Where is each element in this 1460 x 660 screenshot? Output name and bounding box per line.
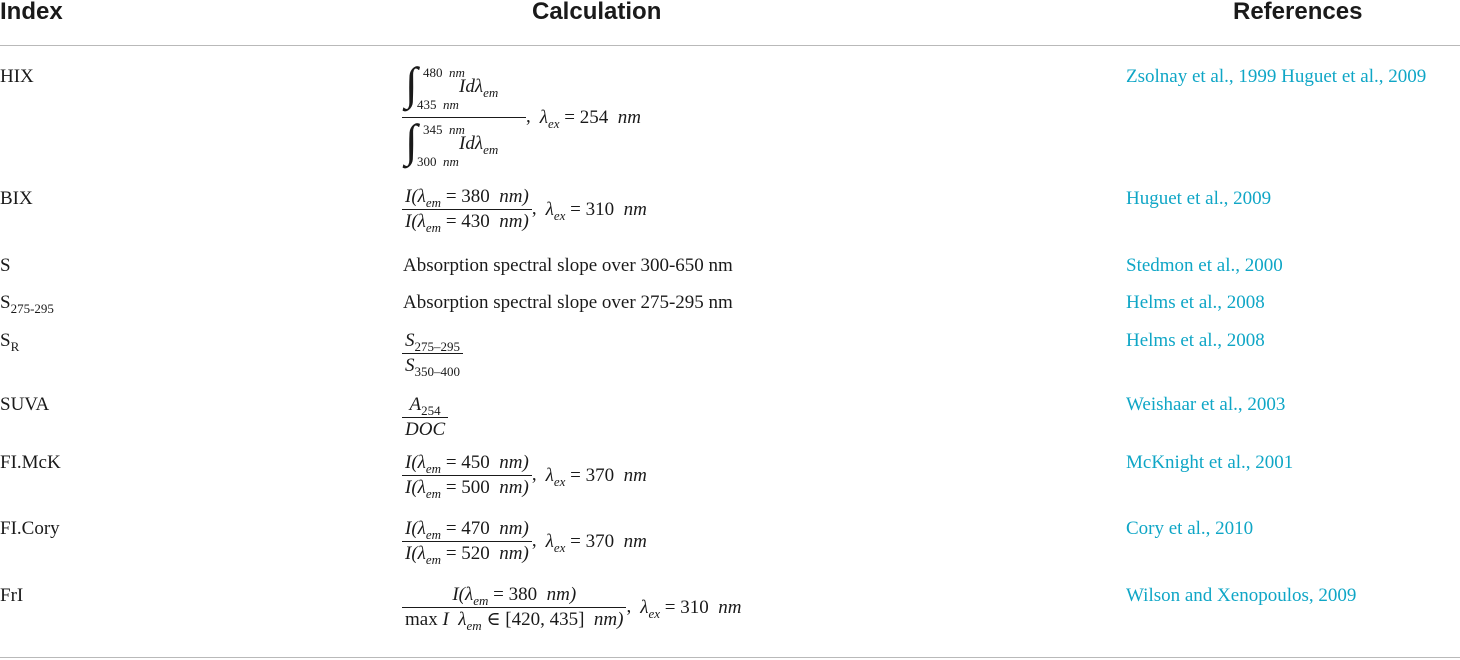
reference-fi-mck[interactable]: McKnight et al., 2001 bbox=[1126, 452, 1294, 473]
header-calculation: Calculation bbox=[532, 0, 662, 25]
reference-fi-cory[interactable]: Cory et al., 2010 bbox=[1126, 518, 1254, 539]
index-fi-cory: FI.Cory bbox=[0, 518, 60, 539]
reference-sr[interactable]: Helms et al., 2008 bbox=[1126, 330, 1265, 351]
header-index: Index bbox=[0, 0, 63, 25]
calc-fi-mck: $\frac{I(\lambda_{em} = 450 nm)}{I(\lambda_{em} = 500 nm)}$ , $\lambda_{ex} = 370$ nm bbox=[402, 452, 647, 499]
table-bottom-rule bbox=[0, 657, 1460, 658]
reference-suva[interactable]: Weishaar et al., 2003 bbox=[1126, 394, 1286, 415]
calc-sr: $\frac{S_{275-295}}{S_{350-400}}$ bbox=[402, 330, 463, 377]
reference-s275-295[interactable]: Helms et al., 2008 bbox=[1126, 292, 1265, 313]
reference-fri[interactable]: Wilson and Xenopoulos, 2009 bbox=[1126, 585, 1357, 606]
index-sr: $S_R$ bbox=[0, 330, 20, 354]
calc-s: Absorption spectral slope over 300-650 nm bbox=[403, 255, 733, 276]
header-references: References bbox=[1233, 0, 1363, 25]
calc-s275-295: Absorption spectral slope over 275-295 nm bbox=[403, 292, 733, 313]
reference-s[interactable]: Stedmon et al., 2000 bbox=[1126, 255, 1283, 276]
index-bix: BIX bbox=[0, 188, 33, 209]
header-rule bbox=[0, 45, 1460, 46]
reference-bix[interactable]: Huguet et al., 2009 bbox=[1126, 188, 1272, 209]
calc-bix: $\frac{I(\lambda_{em} = 380 nm)}{I(\lambda_{em} = 430 nm)}$ , $\lambda_{ex} = 310$ nm bbox=[402, 186, 647, 233]
calc-fi-cory: $\frac{I(\lambda_{em} = 470 nm)}{I(\lambda_{em} = 520 nm)}$ , $\lambda_{ex} = 370$ nm bbox=[402, 518, 647, 565]
index-s: S bbox=[0, 255, 11, 276]
index-hix: HIX bbox=[0, 66, 34, 87]
calc-fri: $\frac{I(\lambda_{em} = 380 nm)}{\max I \lambda_{em} \in [420, 435] nm)}$ , $\lambda_{ex} = 310$ nm bbox=[402, 584, 741, 631]
index-fi-mck: FI.McK bbox=[0, 452, 61, 473]
calc-suva: $\frac{A_{254}}{\text{DOC}}$ bbox=[402, 394, 448, 441]
index-fri: FrI bbox=[0, 585, 24, 606]
calc-hix: ∫ 480 nm 435 nm Idλ$_{em}$ ∫ 345 nm 300 nm Idλ$_{em}$ , $\lambda_{ex} = 254$ nm bbox=[402, 62, 641, 173]
reference-hix[interactable]: Zsolnay et al., 1999 Huguet et al., 2009 bbox=[1126, 66, 1427, 87]
index-s275-295: $S_{275-295}$ bbox=[0, 292, 54, 316]
index-suva: SUVA bbox=[0, 394, 50, 415]
